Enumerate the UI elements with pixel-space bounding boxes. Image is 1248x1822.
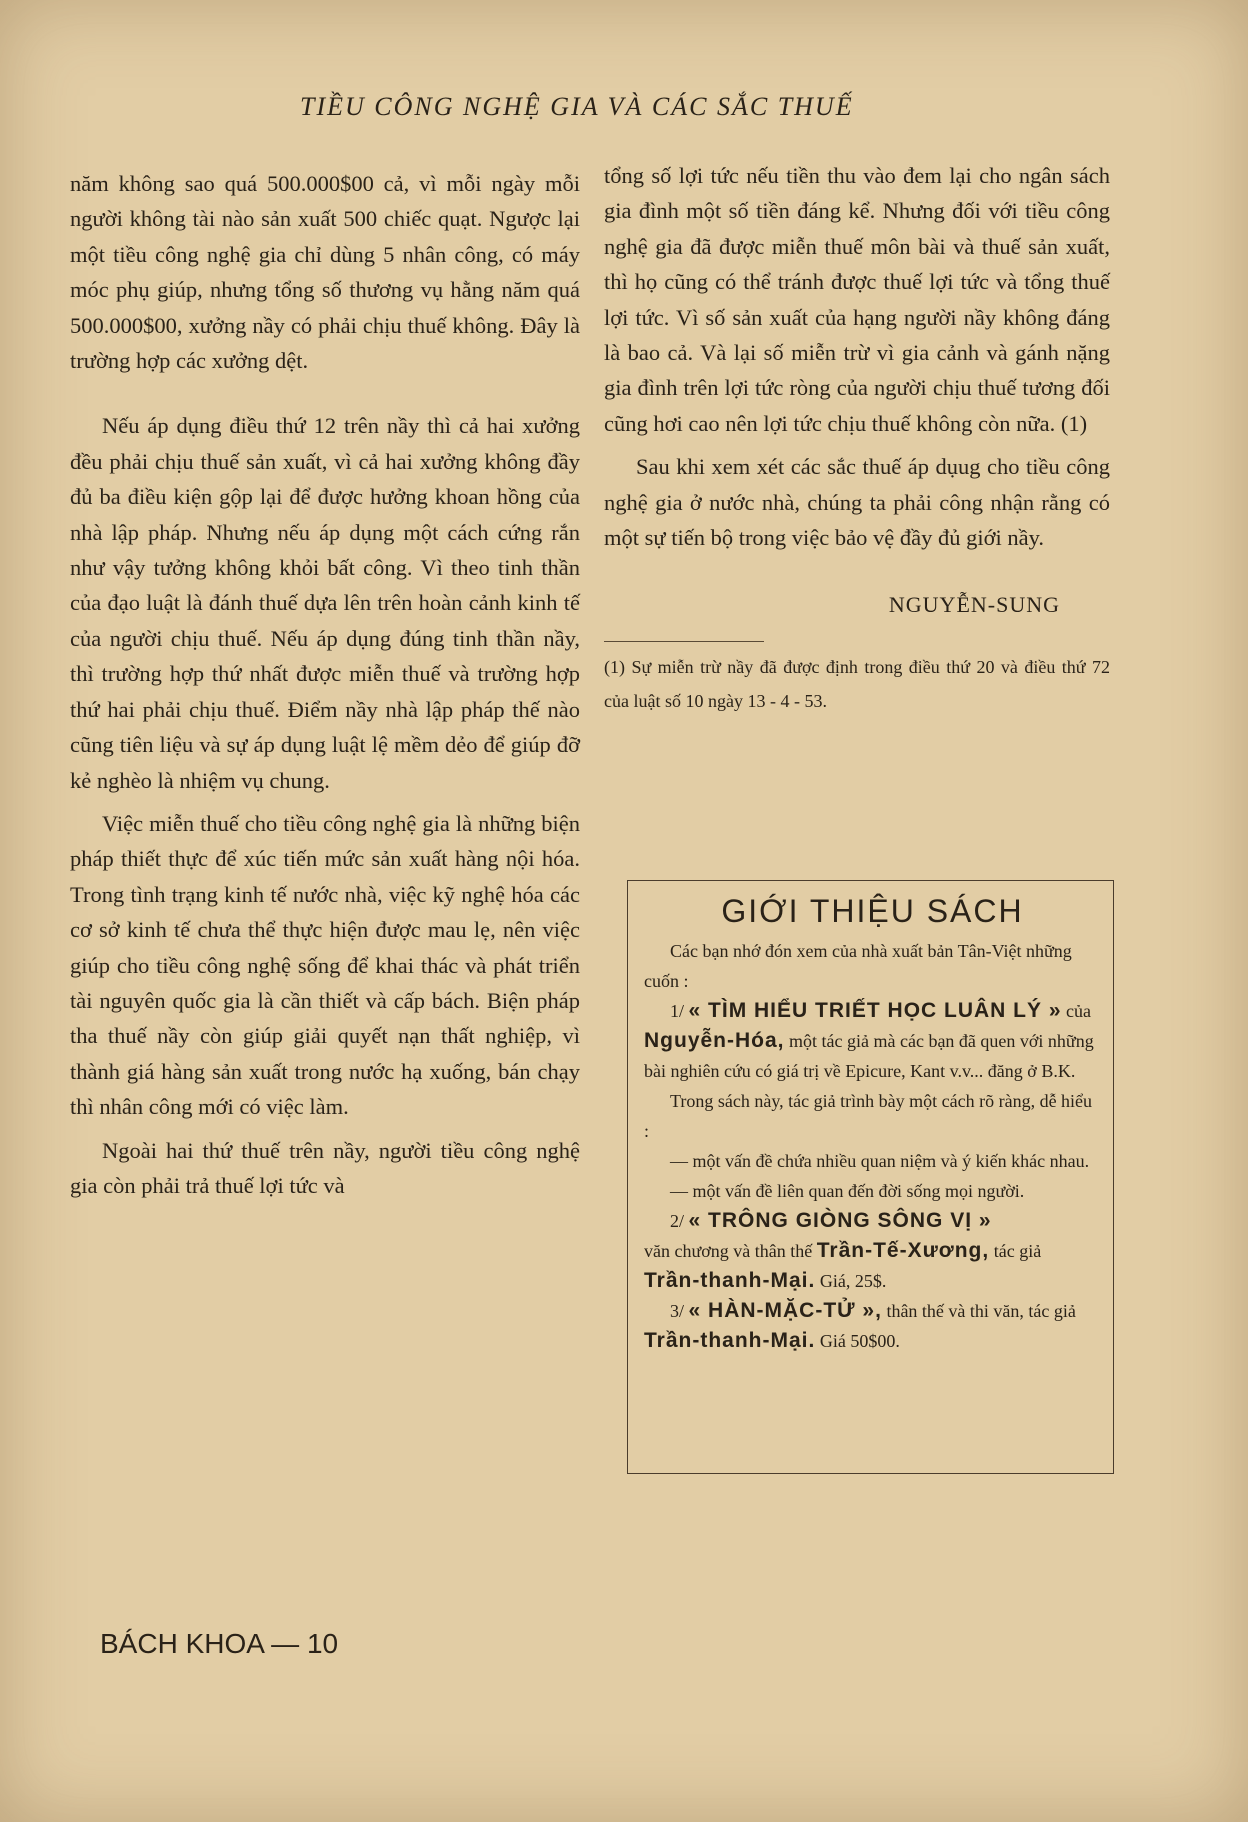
book-introduction-box (627, 880, 1114, 1474)
book-price: Giá, 25$. (819, 1271, 887, 1291)
book-number: 2/ (670, 1211, 685, 1231)
book-number: 1/ (670, 1001, 685, 1021)
book-price: Giá 50$00. (819, 1331, 900, 1351)
book-by: của (1066, 1001, 1092, 1021)
book-box-title: GIỚI THIỆU SÁCH (721, 893, 1024, 929)
book-description: thân thế và thi văn, tác giả (886, 1301, 1076, 1321)
paragraph: Việc miễn thuế cho tiều công nghệ gia là những biện pháp thiết thực để xúc tiến mức sản xuất hàng nội hóa. Trong tình trạng kinh tế nước nhà, việc kỹ nghệ hóa các cơ sở kinh tế chưa thể thực hiện được mau lẹ, nên việc giúp cho tiều công nghệ sống để khai thác và phát triển tài nguyên quốc gia là cần thiết và cấp bách. Biện pháp tha thuế nầy còn giúp giải quyết nạn thất nghiệp, vì thành giá hàng sản xuất trong nước hạ xuống, bán chạy thì nhân công mới có việc làm. (70, 810, 580, 1120)
book-subject: Trần-Tế-Xương, (816, 1239, 990, 1262)
book-author: Trần-thanh-Mại. (644, 1329, 816, 1352)
book-point: — một vấn đề liên quan đến đời sống mọi người. (670, 1181, 1025, 1201)
running-head: TIỀU CÔNG NGHỆ GIA VÀ CÁC SẮC THUẾ (300, 92, 854, 121)
page-folio: BÁCH KHOA — 10 (100, 1628, 339, 1659)
left-column (70, 166, 580, 1203)
book-entry-2 (644, 1206, 1101, 1296)
book-title: « TRÔNG GIÒNG SÔNG VỊ » (688, 1209, 992, 1232)
book-point: — một vấn đề chứa nhiều quan niệm và ý kiến khác nhau. (670, 1151, 1090, 1171)
book-detail: Trong sách này, tác giả trình bày một cách rõ ràng, dễ hiểu : (644, 1091, 1093, 1141)
right-column (604, 158, 1110, 718)
paragraph: tổng số lợi tức nếu tiền thu vào đem lại cho ngân sách gia đình một số tiền đáng kể. Nhưng đối với tiều công nghệ gia đã được miễn thuế môn bài và thuế sản xuất, thì họ cũng có thể tránh được thuế lợi tức và tổng thuế lợi tức. Vì số sản xuất của hạng người nầy không đáng là bao cả. Và lại số miễn trừ vì gia cảnh và gánh nặng gia đình trên lợi tức ròng của người chịu thuế tương đối cũng hơi cao nên lợi tức chịu thuế không còn nữa. (1) (604, 163, 1110, 436)
book-number: 3/ (670, 1301, 685, 1321)
book-author: Nguyễn-Hóa, (644, 1029, 785, 1052)
footnote: (1) Sự miễn trừ nầy đã được định trong điều thứ 20 và điều thứ 72 của luật số 10 ngày 13 - 4 - 53. (604, 656, 1110, 711)
paragraph: Ngoài hai thứ thuế trên nầy, người tiều công nghệ gia còn phải trả thuế lợi tức và (70, 1137, 580, 1198)
book-by: tác giả (993, 1241, 1042, 1261)
book-entry-3 (644, 1296, 1101, 1356)
author-signature: NGUYỄN-SUNG (888, 592, 1060, 618)
book-title: « TÌM HIỂU TRIẾT HỌC LUÂN LÝ » (688, 999, 1062, 1022)
paragraph: Nếu áp dụng điều thứ 12 trên nầy thì cả hai xưởng đều phải chịu thuế sản xuất, vì cả hai xưởng không đầy đủ ba điều kiện gộp lại để được hưởng khoan hồng của nhà lập pháp. Nhưng nếu áp dụng một cách cứng rắn như vậy tưởng không khỏi bất công. Vì theo tinh thần của đạo luật là đánh thuế dựa lên trên hoàn cảnh kinh tế của người chịu thuế. Nếu áp dụng đúng tinh thần nầy, thì trường hợp thứ nhất được miễn thuế và trường hợp thứ hai phải chịu thuế. Điểm nầy nhà lập pháp thế nào cũng tiên liệu và sự áp dụng luật lệ mềm dẻo để giúp đỡ kẻ nghèo là nhiệm vụ chung. (70, 413, 580, 793)
footnote-divider (604, 641, 764, 642)
book-entry-1 (644, 996, 1101, 1086)
paragraph: Sau khi xem xét các sắc thuế áp dụug cho tiều công nghệ gia ở nước nhà, chúng ta phải công nhận rằng có một sự tiến bộ trong việc bảo vệ đầy đủ giới nầy. (604, 454, 1110, 551)
book-description: văn chương và thân thế (644, 1241, 813, 1261)
book-description: một tác giả mà các bạn đã quen với những bài nghiên cứu có giá trị về Epicure, Kant v.v... đăng ở B.K. (644, 1031, 1094, 1081)
book-box-intro: Các bạn nhớ đón xem của nhà xuất bản Tân-Việt những cuốn : (644, 941, 1072, 991)
book-title: « HÀN-MẶC-TỬ », (688, 1299, 882, 1322)
book-author: Trần-thanh-Mại. (644, 1269, 816, 1292)
paragraph: năm không sao quá 500.000$00 cả, vì mỗi ngày mỗi người không tài nào sản xuất 500 chiếc quạt. Ngược lại một tiều công nghệ gia chỉ dùng 5 nhân công, có máy móc phụ giúp, nhưng tổng số thương vụ hằng năm quá 500.000$00, xưởng nầy có phải chịu thuế không. Đây là trường hợp các xưởng dệt. (70, 171, 580, 374)
